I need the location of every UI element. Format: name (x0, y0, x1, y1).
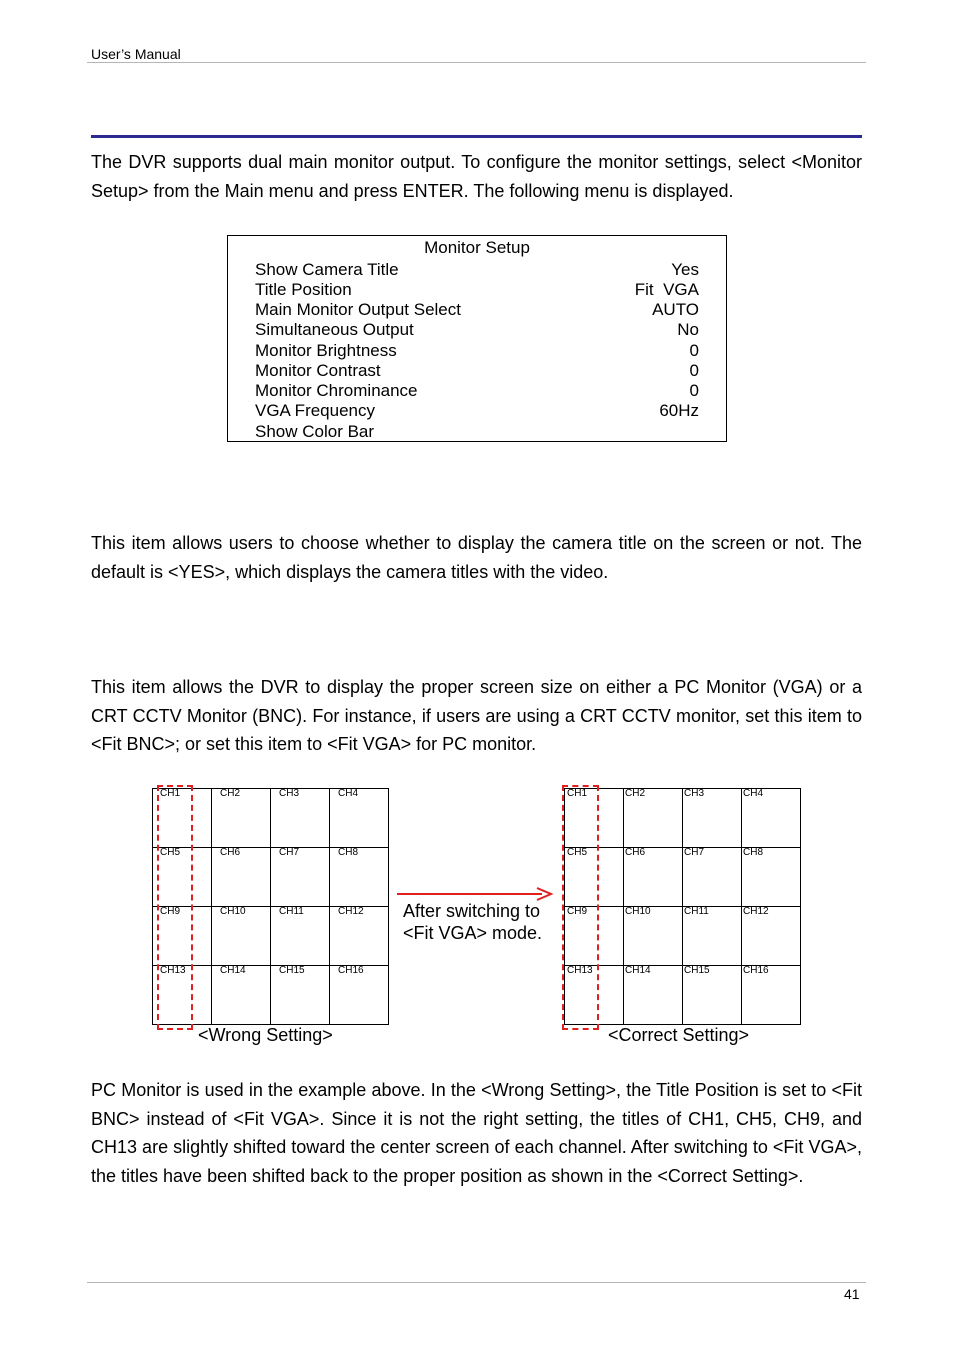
intro-paragraph: The DVR supports dual main monitor output. To configure the monitor settings, select <Monitor Setup> from the Main menu and press ENTER. The following menu is displayed. (91, 152, 862, 201)
channel-cell (683, 848, 742, 907)
channel-cell (330, 789, 389, 848)
menu-row-label: Monitor Brightness (255, 341, 397, 360)
grid-row (565, 848, 801, 907)
arrow-caption-line: <Fit VGA> mode. (403, 923, 543, 943)
channel-label: CH11 (279, 906, 304, 917)
menu-row-value: 0 (689, 341, 699, 360)
channel-cell (683, 907, 742, 966)
channel-label: CH3 (684, 788, 705, 799)
correct-setting-grid (564, 788, 801, 1025)
menu-row-label: Main Monitor Output Select (255, 300, 461, 319)
menu-row-label: Show Camera Title (255, 260, 399, 279)
channel-label: CH13 (160, 965, 186, 976)
channel-cell (624, 966, 683, 1025)
running-header: User’s Manual (91, 46, 181, 62)
channel-cell (271, 848, 330, 907)
footer-divider (87, 1282, 866, 1283)
menu-row (255, 401, 699, 421)
channel-cell (683, 789, 742, 848)
channel-cell (212, 848, 271, 907)
channel-cell (742, 848, 801, 907)
channel-label: CH1 (160, 788, 181, 799)
channel-label: CH8 (743, 847, 764, 858)
channel-cell (330, 907, 389, 966)
highlight-box-correct (562, 785, 599, 1030)
channel-label: CH2 (220, 788, 241, 799)
menu-row (255, 260, 699, 280)
menu-row-value: 0 (689, 361, 699, 380)
channel-label: CH7 (279, 847, 300, 858)
menu-row-label: Title Position (255, 280, 352, 299)
menu-row-label: Monitor Contrast (255, 361, 381, 380)
menu-row (255, 381, 699, 401)
menu-row (255, 341, 699, 361)
channel-cell (624, 907, 683, 966)
channel-label: CH7 (684, 847, 705, 858)
menu-row-value: No (677, 320, 699, 339)
arrow-caption-line: After switching to (403, 901, 541, 921)
channel-label: CH16 (743, 965, 769, 976)
channel-cell (212, 907, 271, 966)
channel-cell (212, 966, 271, 1025)
channel-label: CH9 (567, 906, 588, 917)
header-divider (87, 62, 866, 63)
highlight-box-wrong (157, 785, 193, 1030)
channel-cell (742, 907, 801, 966)
channel-label: CH13 (567, 965, 593, 976)
channel-label: CH15 (279, 965, 305, 976)
channel-cell (624, 789, 683, 848)
title-position-paragraph: This item allows the DVR to display the proper screen size on either a PC Monitor (VGA) or a CRT CCTV Monitor (BNC). For instance, if users are using a CRT CCTV monitor, set this item to <Fit BNC>; or set this item to <Fit VGA> for PC monitor. (91, 677, 862, 755)
arrow-caption (403, 900, 542, 944)
channel-label: CH4 (338, 788, 359, 799)
channel-label: CH1 (567, 788, 588, 799)
menu-row-label: VGA Frequency (255, 401, 376, 420)
channel-cell (624, 848, 683, 907)
menu-row-label: Monitor Chrominance (255, 381, 418, 400)
channel-cell (330, 966, 389, 1025)
channel-label: CH12 (743, 906, 769, 917)
grid-row (565, 789, 801, 848)
section-divider (91, 135, 862, 138)
menu-row-value: Fit VGA (634, 280, 699, 299)
channel-label: CH15 (684, 965, 710, 976)
menu-row-label: Show Color Bar (255, 422, 375, 441)
channel-cell (683, 966, 742, 1025)
channel-label: CH11 (684, 906, 709, 917)
menu-row (255, 320, 699, 340)
channel-label: CH6 (625, 847, 646, 858)
menu-row-value: Yes (671, 260, 699, 279)
channel-cell (330, 848, 389, 907)
channel-label: CH14 (625, 965, 651, 976)
menu-row-label: Simultaneous Output (255, 320, 414, 339)
monitor-setup-menu (227, 235, 727, 442)
channel-label: CH2 (625, 788, 646, 799)
channel-label: CH8 (338, 847, 359, 858)
channel-label: CH5 (160, 847, 181, 858)
channel-label: CH10 (220, 906, 246, 917)
channel-cell (212, 789, 271, 848)
channel-cell (742, 789, 801, 848)
channel-cell (742, 966, 801, 1025)
channel-cell (271, 907, 330, 966)
channel-label: CH4 (743, 788, 764, 799)
channel-label: CH10 (625, 906, 651, 917)
channel-cell (271, 966, 330, 1025)
menu-title: Monitor Setup (424, 238, 530, 257)
page-number: 41 (844, 1286, 860, 1302)
menu-row (255, 300, 699, 320)
channel-label: CH3 (279, 788, 300, 799)
channel-label: CH14 (220, 965, 246, 976)
explanation-paragraph: PC Monitor is used in the example above. In the <Wrong Setting>, the Title Position is set to <Fit BNC> instead of <Fit VGA>. Since it is not the right setting, the titles of CH1, CH5, CH9, and CH13 are slightly shifted toward the center screen of each channel. After switching to <Fit VGA>, the titles have been shifted back to the proper position as shown in the <Correct Setting>. (91, 1080, 862, 1187)
channel-label: CH6 (220, 847, 241, 858)
channel-cell (271, 789, 330, 848)
channel-label: CH9 (160, 906, 181, 917)
grid-row (565, 966, 801, 1025)
channel-label: CH5 (567, 847, 588, 858)
channel-label: CH16 (338, 965, 364, 976)
menu-row-value: 60Hz (659, 401, 699, 420)
wrong-setting-caption: <Wrong Setting> (198, 1025, 333, 1045)
show-camera-title-paragraph: This item allows users to choose whether to display the camera title on the screen or not. The default is <YES>, which displays the camera titles with the video. (91, 533, 862, 582)
menu-row (255, 422, 699, 442)
menu-row-value: 0 (689, 381, 699, 400)
channel-label: CH12 (338, 906, 364, 917)
menu-row-value: AUTO (652, 300, 699, 319)
grid-row (565, 907, 801, 966)
menu-row (255, 361, 699, 381)
correct-setting-caption: <Correct Setting> (608, 1025, 750, 1045)
menu-row (255, 280, 699, 300)
